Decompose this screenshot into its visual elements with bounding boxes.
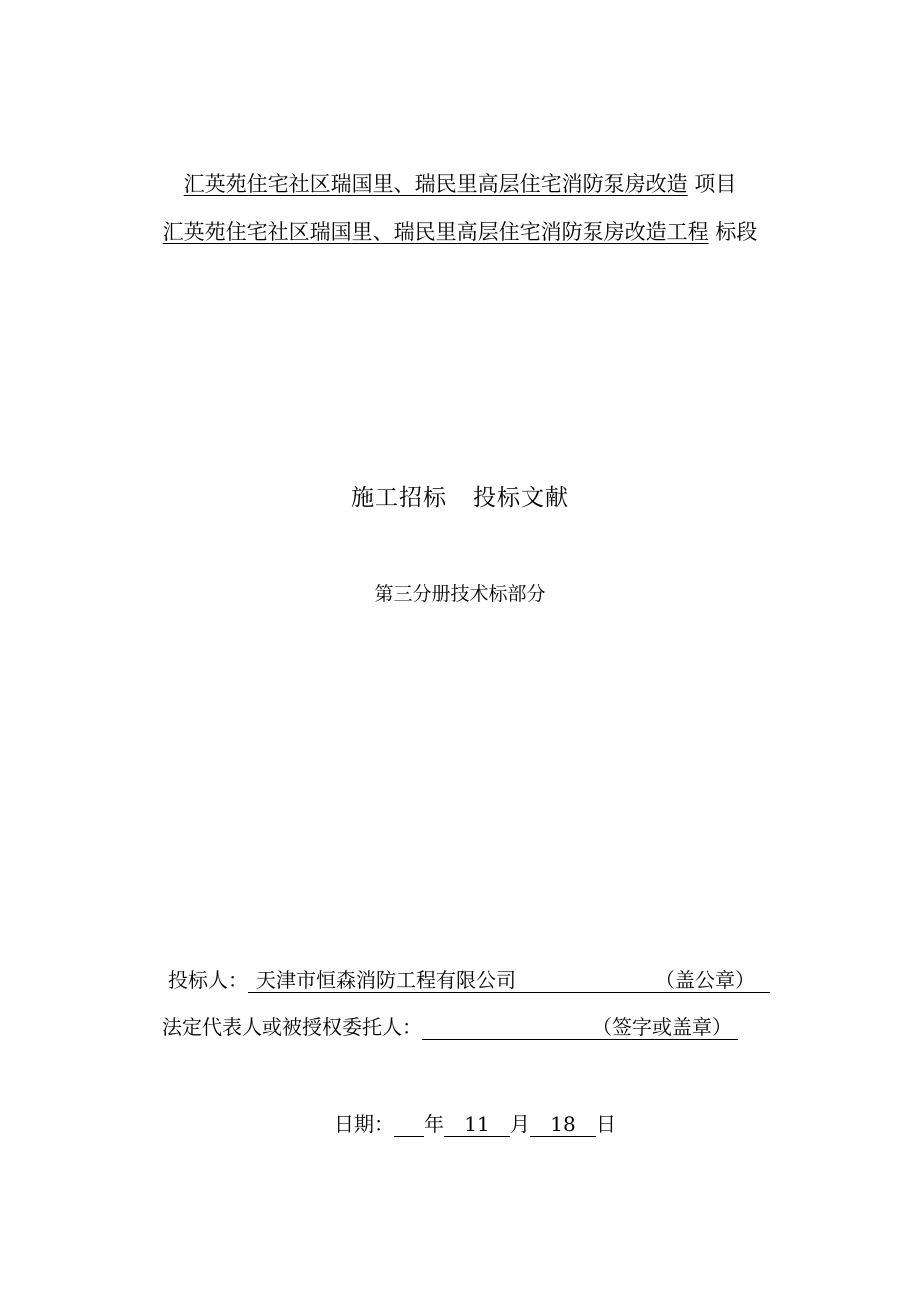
year-field bbox=[394, 1110, 424, 1137]
document-title-part1: 施工招标 bbox=[351, 485, 447, 511]
section-suffix: 标段 bbox=[715, 220, 758, 244]
year-unit: 年 bbox=[424, 1112, 444, 1136]
project-suffix: 项目 bbox=[694, 172, 737, 196]
representative-row bbox=[162, 1013, 738, 1041]
bidder-row bbox=[168, 966, 770, 994]
bidder-seal-note: （盖公章） bbox=[655, 968, 755, 992]
section-name: 汇英苑住宅社区瑞国里、瑞民里高层住宅消防泵房改造工程 bbox=[162, 220, 709, 244]
section-title-line bbox=[0, 218, 920, 246]
bidder-field bbox=[248, 966, 770, 993]
project-title-line bbox=[0, 170, 920, 198]
day-field: 18 bbox=[530, 1110, 596, 1137]
representative-sign-note: （签字或盖章） bbox=[592, 1015, 732, 1039]
bidder-label: 投标人： bbox=[168, 968, 248, 992]
month-field: 11 bbox=[444, 1110, 510, 1137]
representative-field bbox=[422, 1013, 738, 1040]
project-name: 汇英苑住宅社区瑞国里、瑞民里高层住宅消防泵房改造 bbox=[183, 172, 688, 196]
representative-label: 法定代表人或被授权委托人： bbox=[162, 1015, 422, 1039]
document-title bbox=[0, 482, 920, 514]
date-label: 日期： bbox=[334, 1112, 394, 1136]
document-subtitle: 第三分册技术标部分 bbox=[374, 583, 546, 605]
month-unit: 月 bbox=[510, 1112, 530, 1136]
bidder-name: 天津市恒森消防工程有限公司 bbox=[256, 968, 516, 992]
date-row bbox=[334, 1110, 616, 1138]
day-unit: 日 bbox=[596, 1112, 616, 1136]
document-title-part2: 投标文献 bbox=[473, 485, 569, 511]
